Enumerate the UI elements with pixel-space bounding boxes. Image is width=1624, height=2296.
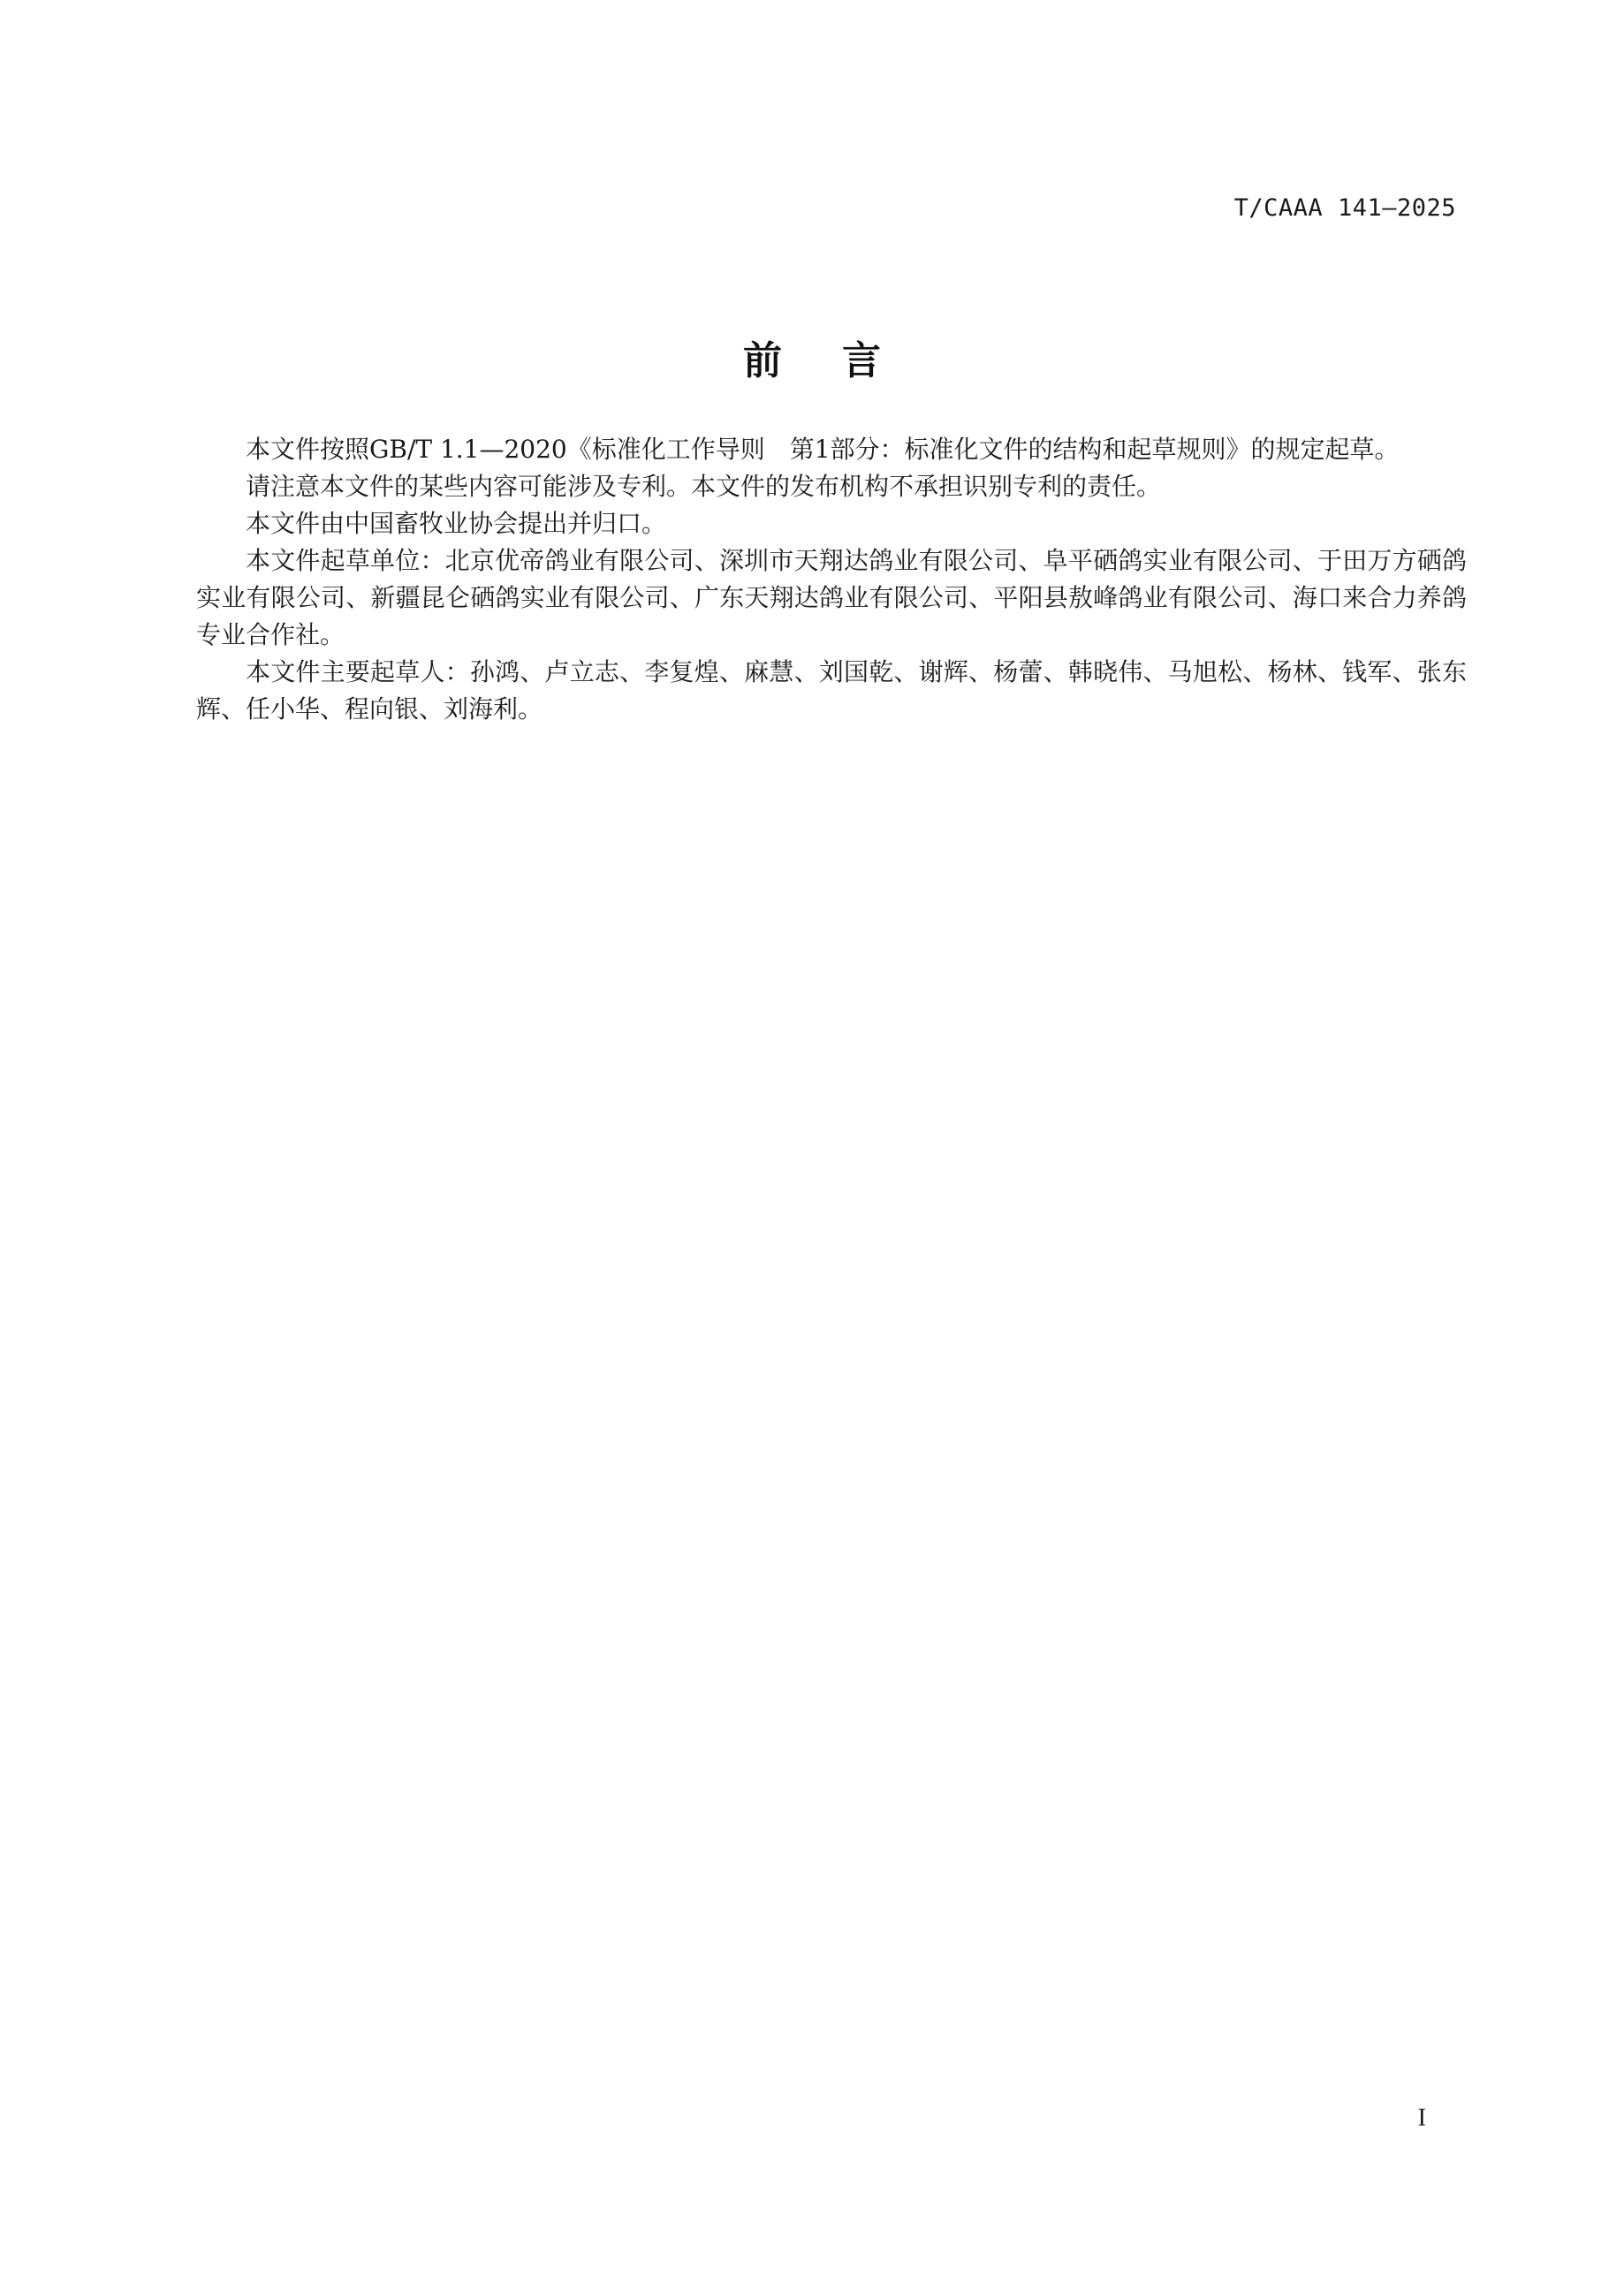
section-title: 前言	[743, 338, 941, 383]
page-number: I	[1417, 2104, 1426, 2132]
document-code: T/CAAA 141—2025	[1233, 194, 1456, 222]
paragraph-drafters: 本文件主要起草人：孙鸿、卢立志、李复煌、麻慧、刘国乾、谢辉、杨蕾、韩晓伟、马旭松、杨林、钱军、张东辉、任小华、程向银、刘海利。	[196, 657, 1467, 724]
foreword-body	[196, 431, 1467, 728]
paragraph-patent-notice: 请注意本文件的某些内容可能涉及专利。本文件的发布机构不承担识别专利的责任。	[246, 472, 1162, 501]
paragraph-proposer: 本文件由中国畜牧业协会提出并归口。	[246, 509, 667, 538]
paragraph-drafting-rules: 本文件按照GB/T 1.1—2020《标准化工作导则 第1部分：标准化文件的结构和起草规则》的规定起草。	[246, 435, 1400, 464]
paragraph-drafting-units: 本文件起草单位：北京优帝鸽业有限公司、深圳市天翔达鸽业有限公司、阜平硒鸽实业有限公司、于田万方硒鸽实业有限公司、新疆昆仑硒鸽实业有限公司、广东天翔达鸽业有限公司、平阳县敖峰鸽业有限公司、海口来合力养鸽专业合作社。	[196, 546, 1467, 649]
